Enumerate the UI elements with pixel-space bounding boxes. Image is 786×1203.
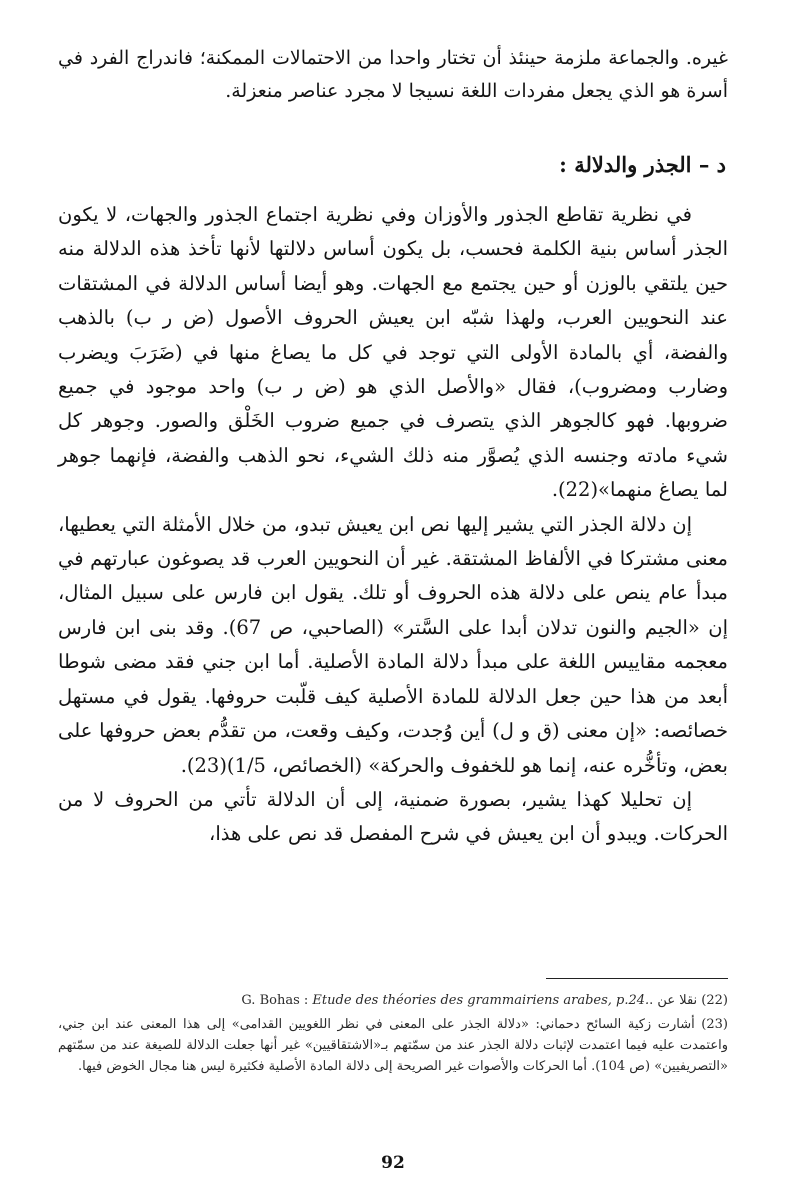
footnote-separator bbox=[546, 978, 728, 979]
paragraph-letters-not-vowels: إن تحليلا كهذا يشير، بصورة ضمنية، إلى أن الدلالة تأتي من الحروف لا من الحركات. ويبدو أن ابن يعيش في شرح المفصل قد نص على هذا، bbox=[58, 787, 728, 846]
footnote-23: (23) أشارت زكية السائح دحماني: «دلالة الجذر على المعنى في نظر اللغويين القدامى» إلى هذا المعنى عند ابن جني، واعتمدت عليه فيما اعتمدت لإثبات دلالة الجذر عند من سمّتهم بـ«الاشتقاقيين» غير أنها جعلت الدلالة للصيغة عند من سمّتهم «التصريفيين» (ص 104). أما الحركات والأصوات غير الصريحة إلى دلالة المادة الأصلية فكثيرة ليس هنا مجال الخوض فيها. bbox=[58, 1017, 728, 1074]
footnote-22 bbox=[58, 990, 728, 1011]
top-paragraph: غيره. والجماعة ملزمة حينئذ أن تختار واحدا من الاحتمالات الممكنة؛ فاندراج الفرد في أسرة هو الذي يجعل مفردات اللغة نسيجا لا مجرد عناصر منعزلة. bbox=[58, 47, 728, 102]
paragraph-root-semantics: في نظرية تقاطع الجذور والأوزان وفي نظرية اجتماع الجذور والجهات، لا يكون الجذر أساس بنية الكلمة فحسب، بل يكون أساس دلالتها لأنها تأخذ هذه الدلالة منه حين يلتقي بالوزن أو حين يجتمع مع الجهات. وهو أيضا أساس الدلالة في المشتقات عند النحويين العرب، ولهذا شبّه ابن يعيش الحروف الأصول (ض ر ب) بالذهب والفضة، أي بالمادة الأولى التي توجد في كل ما يصاغ منها في (ضَرَبَ ويضرب وضارب ومضروب)، فقال «والأصل الذي هو (ض ر ب) واحد موجود في جميع ضروبها. فهو كالجوهر الذي يتصرف في جميع ضروب الخَلْق والصور. وجوهر كل شيء مادته وجنسه الذي يُصوَّر منه ذلك الشيء، نحو الذهب والفضة، فإنهما جوهر لما يصاغ منهما»(22). bbox=[58, 203, 728, 502]
footnote-22-arabic: (22) نقلا عن .G. Bohas : bbox=[241, 993, 728, 1008]
paragraph-root-meaning: إن دلالة الجذر التي يشير إليها نص ابن يعيش تبدو، من خلال الأمثلة التي يعطيها، معنى مشتركا في الألفاظ المشتقة. غير أن النحويين العرب قد يصوغون عبارتهم في مبدأ عام ينص على دلالة هذه الحروف أو تلك. يقول ابن فارس على سبيل المثال، إن «الجيم والنون تدلان أبدا على السَّتر» (الصاحبي، ص 67). وقد بنى ابن فارس معجمه مقاييس اللغة على مبدأ دلالة المادة الأصلية. أما ابن جني فقد مضى شوطا أبعد من هذا حين جعل الدلالة للمادة الأصلية كيف قلّبت حروفها. يقول في مستهل خصائصه: «إن معنى (ق و ل) أين وُجدت، وكيف وقعت، من تقدُّم بعض حروفها على بعض، وتأخُّره عنه، إنما هو للخفوف والحركة» (الخصائص، 1/5)(23). bbox=[58, 512, 728, 777]
page-number: 92 bbox=[381, 1153, 405, 1173]
footnote-22-title: Etude des théories des grammairiens arabes, p.24. bbox=[312, 993, 650, 1008]
main-body bbox=[58, 198, 728, 852]
section-heading: د – الجذر والدلالة : bbox=[559, 152, 726, 177]
